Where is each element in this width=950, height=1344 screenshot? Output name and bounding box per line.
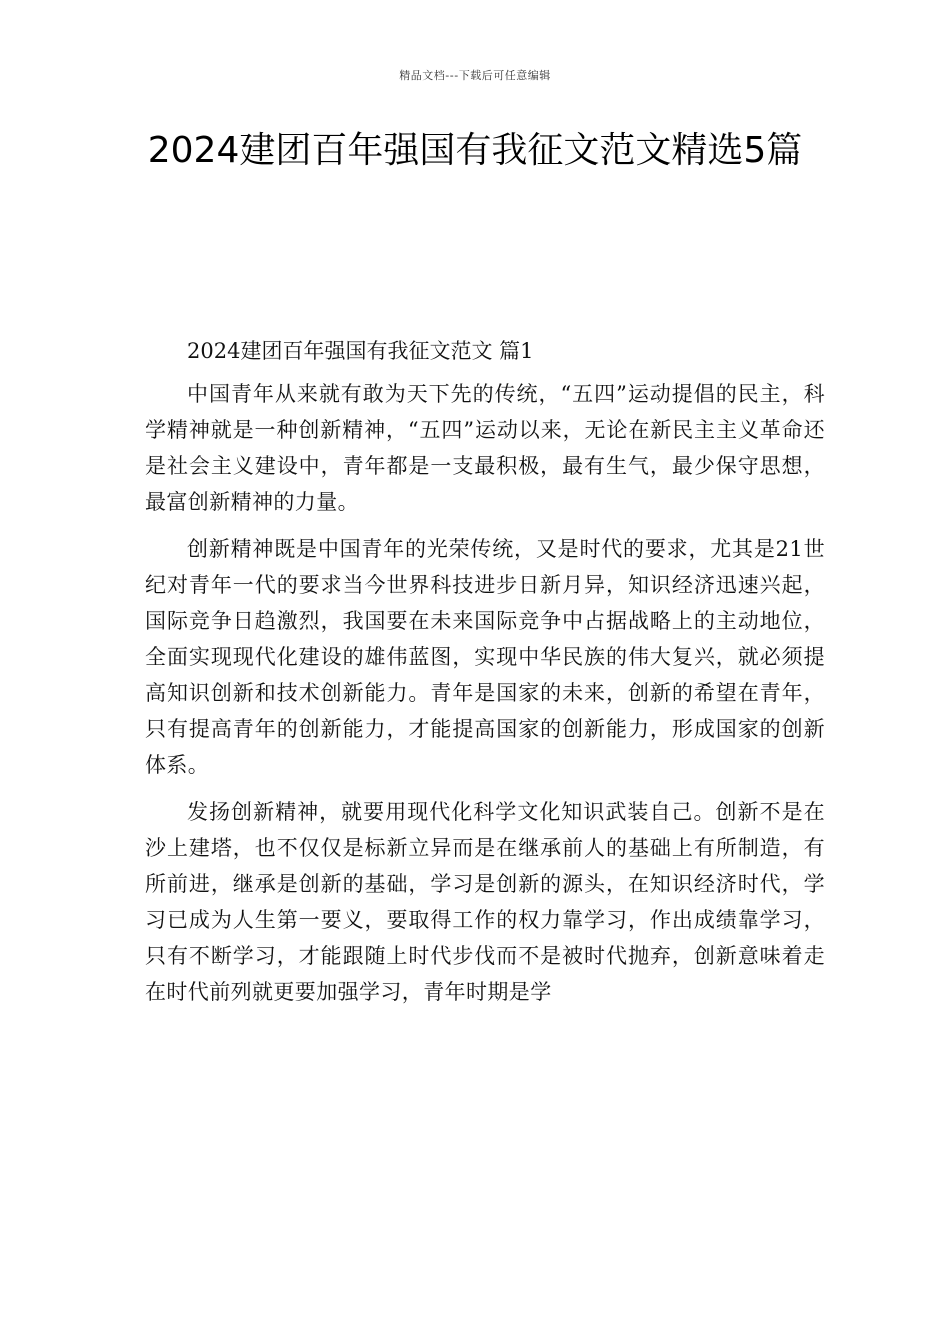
paragraph-2: 创新精神既是中国青年的光荣传统，又是时代的要求，尤其是21世纪对青年一代的要求当今世界科技进步日新月异，知识经济迅速兴起，国际竞争日趋激烈，我国要在未来国际竞争中占据战略上的主动地位，全面实现现代化建设的雄伟蓝图，实现中华民族的伟大复兴，就必须提高知识创新和技术创新能力。青年是国家的未来，创新的希望在青年，只有提高青年的创新能力，才能提高国家的创新能力，形成国家的创新体系。 — [145, 537, 825, 777]
document-title: 2024建团百年强国有我征文范文精选5篇 — [147, 130, 803, 171]
document-body — [145, 333, 825, 1021]
paragraph-1: 中国青年从来就有敢为天下先的传统，“五四”运动提倡的民主，科学精神就是一种创新精神，“五四”运动以来，无论在新民主主义革命还是社会主义建设中，青年都是一支最积极，最有生气，最少保守思想，最富创新精神的力量。 — [145, 382, 825, 514]
section-heading: 2024建团百年强国有我征文范文 篇1 — [187, 339, 534, 363]
page-header: 精品文档---下载后可任意编辑 — [399, 69, 551, 82]
paragraph-3: 发扬创新精神，就要用现代化科学文化知识武装自己。创新不是在沙上建塔，也不仅仅是标新立异而是在继承前人的基础上有所制造，有所前进，继承是创新的基础，学习是创新的源头，在知识经济时代，学习已成为人生第一要义，要取得工作的权力靠学习，作出成绩靠学习，只有不断学习，才能跟随上时代步伐而不是被时代抛弃，创新意味着走在时代前列就更要加强学习，青年时期是学 — [145, 800, 825, 1004]
